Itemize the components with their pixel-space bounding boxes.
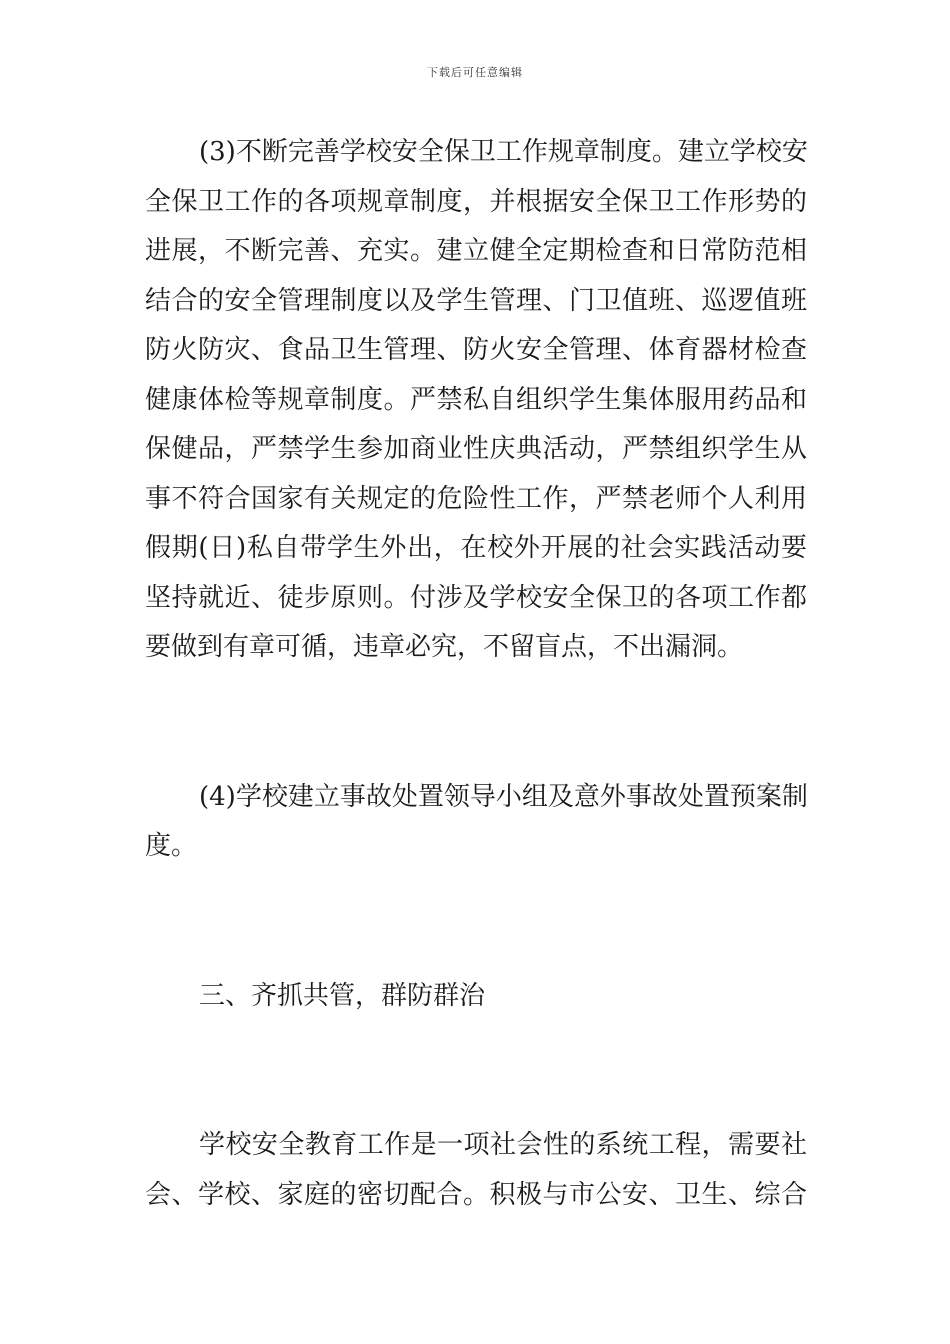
paragraph-line: 学校安全教育工作是一项社会性的系统工程，需要社 bbox=[199, 1130, 807, 1160]
paragraph-line: 健康体检等规章制度。严禁私自组织学生集体服用药品和 bbox=[145, 384, 807, 415]
heading-line: 三、齐抓共管，群防群治 bbox=[199, 980, 486, 1011]
page-header: 下载后可任意编辑 bbox=[427, 66, 523, 79]
paragraph-line: 进展，不断完善、充实。建立健全定期检查和日常防范相 bbox=[145, 236, 807, 266]
section-heading bbox=[145, 972, 807, 1022]
paragraph-line: 会、学校、家庭的密切配合。积极与市公安、卫生、综合 bbox=[145, 1179, 807, 1210]
paragraph-spacer bbox=[145, 1021, 807, 1121]
paragraph-line: 坚持就近、徒步原则。付涉及学校安全保卫的各项工作都 bbox=[145, 582, 807, 613]
paragraph-accident-plan bbox=[145, 773, 807, 872]
paragraph-line: 假期(日)私自带学生外出，在校外开展的社会实践活动要 bbox=[145, 533, 807, 563]
paragraph-line: 度。 bbox=[145, 831, 198, 861]
paragraph-line: 要做到有章可循，违章必究，不留盲点，不出漏洞。 bbox=[145, 632, 744, 662]
paragraph-spacer bbox=[145, 872, 807, 972]
paragraph-social-cooperation bbox=[145, 1121, 807, 1220]
paragraph-line: (3)不断完善学校安全保卫工作规章制度。建立学校安 bbox=[199, 137, 808, 167]
document-body bbox=[145, 128, 807, 1220]
paragraph-line: (4)学校建立事故处置领导小组及意外事故处置预案制 bbox=[199, 781, 808, 812]
paragraph-line: 保健品，严禁学生参加商业性庆典活动，严禁组织学生从 bbox=[145, 434, 807, 464]
paragraph-regulations bbox=[145, 128, 807, 673]
paragraph-line: 防火防灾、食品卫生管理、防火安全管理、体育器材检查 bbox=[145, 335, 807, 365]
paragraph-spacer bbox=[145, 673, 807, 773]
paragraph-line: 全保卫工作的各项规章制度，并根据安全保卫工作形势的 bbox=[145, 186, 807, 217]
paragraph-line: 事不符合国家有关规定的危险性工作，严禁老师个人利用 bbox=[145, 483, 807, 514]
paragraph-line: 结合的安全管理制度以及学生管理、门卫值班、巡逻值班 bbox=[145, 285, 807, 316]
